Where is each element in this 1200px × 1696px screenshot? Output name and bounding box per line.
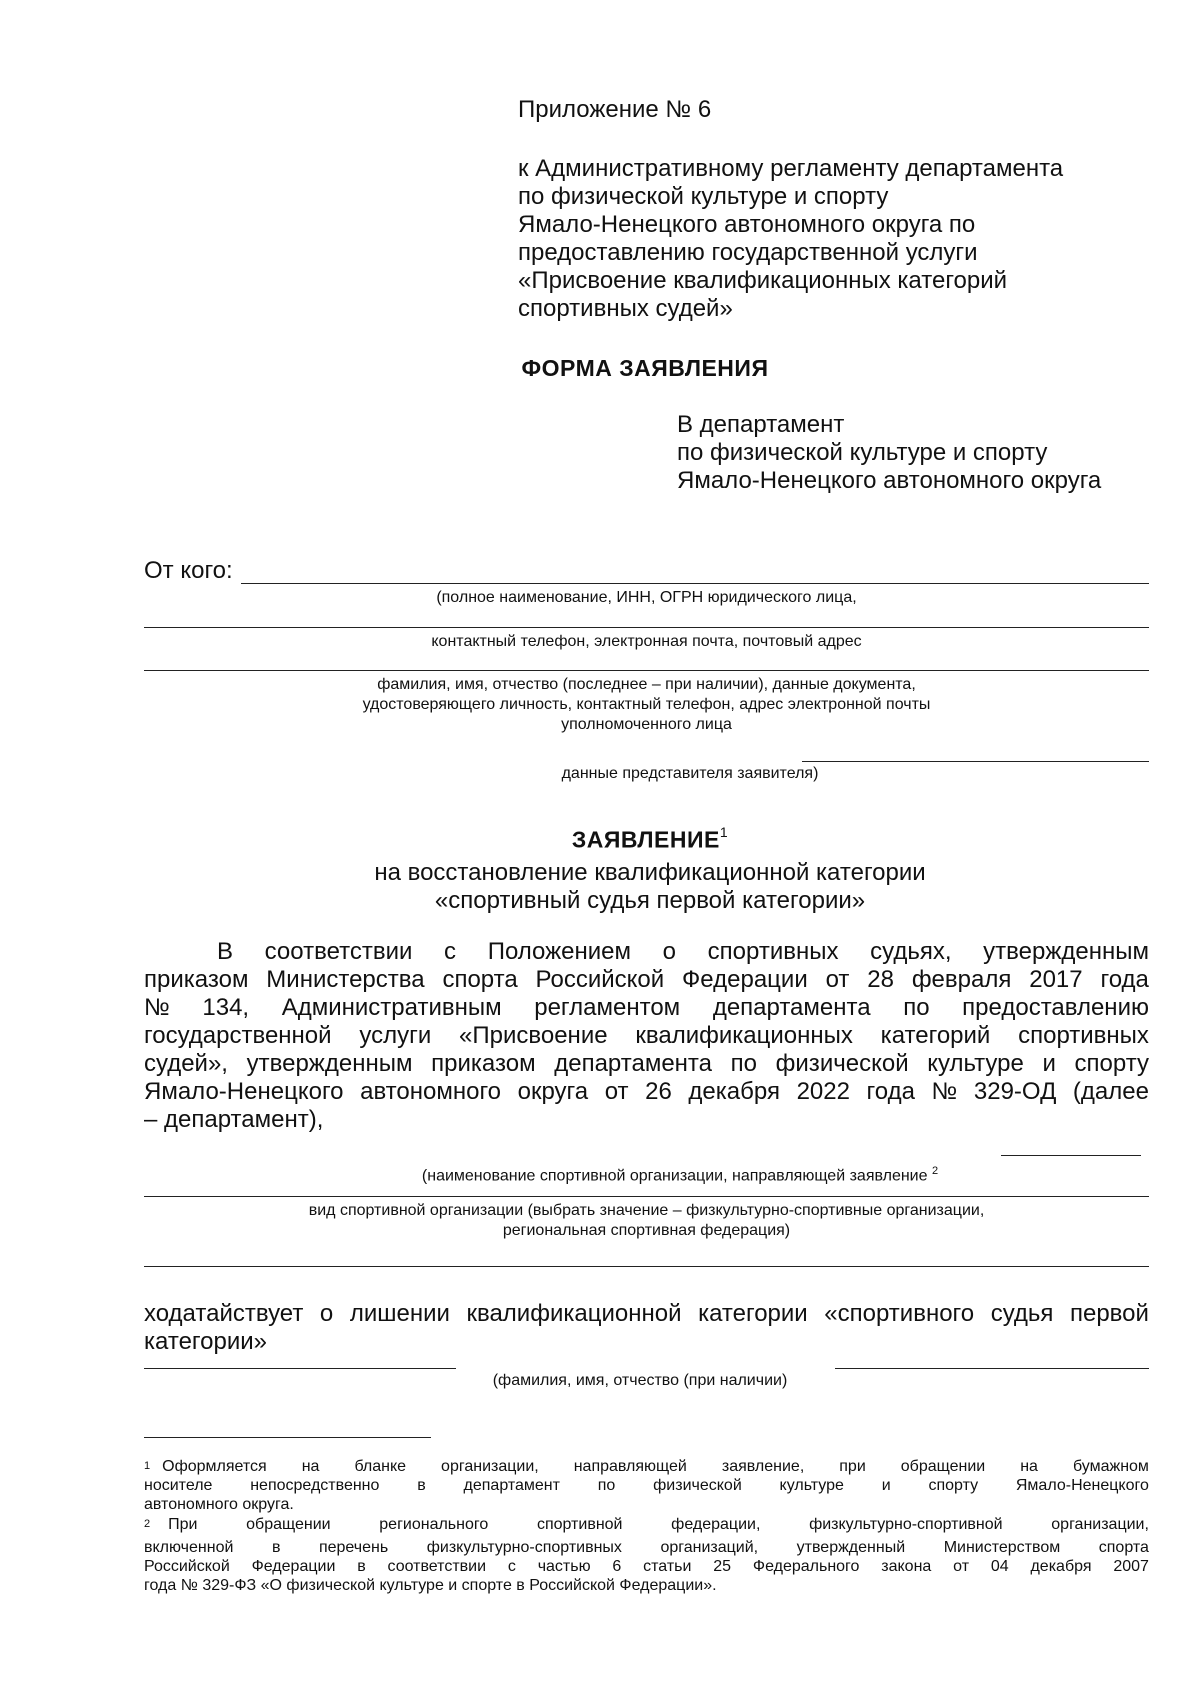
- word: по: [730, 1050, 757, 1077]
- fio-caption: (фамилия, имя, отчество (при наличии): [492, 1372, 788, 1389]
- word: департамент: [463, 1477, 560, 1494]
- footnote-line: [144, 1538, 1149, 1557]
- word: с: [507, 1558, 516, 1576]
- word: обращении: [246, 1516, 331, 1533]
- footnote-ref-1: 1: [719, 824, 729, 840]
- word: бумажном: [1072, 1458, 1149, 1475]
- word: первой: [1069, 1300, 1149, 1327]
- word: носителе: [144, 1477, 213, 1494]
- word: регламентом: [534, 994, 681, 1021]
- annex-line: Ямало-Ненецкого автономного округа по: [518, 211, 976, 238]
- word: физкультурно-спортивной: [809, 1516, 1003, 1533]
- caption-line: уполномоченного лица: [561, 716, 732, 733]
- word: 6: [612, 1558, 622, 1576]
- word: утвержденным: [983, 938, 1149, 965]
- footnote-line: [144, 1457, 1149, 1476]
- annex-line: к Административному регламенту департамента: [518, 155, 1064, 182]
- word: судьях,: [870, 938, 952, 965]
- word: непосредственно: [250, 1477, 380, 1494]
- word: от: [825, 966, 850, 993]
- word: организации,: [441, 1458, 539, 1475]
- word: спортивной: [536, 1516, 623, 1533]
- word: государственной: [144, 1022, 332, 1049]
- subtitle-line: «спортивный судья первой категории»: [434, 887, 866, 914]
- word: 25: [713, 1558, 732, 1576]
- word: утвержденный: [796, 1539, 906, 1557]
- footnote-marker: 2: [144, 1518, 151, 1530]
- word: на: [1020, 1458, 1038, 1475]
- word: культуре: [779, 1477, 844, 1494]
- word: 28: [867, 966, 894, 993]
- footnote-line: года № 329-ФЗ «О физической культуре и спорте в Российской Федерации».: [144, 1577, 717, 1595]
- word: округа: [517, 1078, 589, 1105]
- word: Федерации: [682, 966, 808, 993]
- caption-line: фамилия, имя, отчество (последнее – при наличии), данные документа,: [377, 676, 916, 693]
- word: утвержденным: [246, 1050, 413, 1077]
- body-line: [144, 1050, 1149, 1078]
- word: (далее: [1072, 1078, 1149, 1105]
- word: соответствии: [264, 938, 413, 965]
- word: направляющей: [573, 1458, 687, 1475]
- word: спорту: [928, 1477, 979, 1494]
- word: спорту: [1074, 1050, 1149, 1077]
- footnote-line: [144, 1557, 1149, 1576]
- organization-type-caption: [144, 1201, 1149, 1241]
- form-title: ФОРМА ЗАЯВЛЕНИЯ: [521, 355, 769, 381]
- word: февраля: [911, 966, 1012, 993]
- word: от: [604, 1078, 629, 1105]
- applicant-caption-3: [144, 675, 1149, 735]
- word: предоставлению: [962, 994, 1149, 1021]
- word: категорий: [880, 1022, 991, 1049]
- statement-body: [144, 938, 1149, 1134]
- footnote-ref-2: 2: [931, 1165, 939, 1177]
- word: квалификационной: [466, 1300, 682, 1327]
- body-line: [144, 1078, 1149, 1106]
- word: включенной: [144, 1539, 234, 1557]
- statement-title: [0, 826, 1200, 854]
- word: При: [168, 1516, 198, 1533]
- annex-line: по физической культуре и спорту: [518, 183, 889, 210]
- word: заявление,: [721, 1458, 805, 1475]
- word: спортивных: [1018, 1022, 1149, 1049]
- footnote-line: [144, 1476, 1149, 1495]
- body-line: [144, 994, 1149, 1022]
- word: Ямало-Ненецкого: [1015, 1477, 1149, 1494]
- petition-line: категории»: [144, 1328, 267, 1355]
- organization-name-field[interactable]: [1001, 1155, 1141, 1156]
- annex-line: «Присвоение квалификационных категорий: [518, 267, 1008, 294]
- word: «спортивного: [824, 1300, 975, 1327]
- body-line: [144, 966, 1149, 994]
- word: о: [319, 1300, 334, 1327]
- word: по: [903, 994, 930, 1021]
- word: по: [597, 1477, 616, 1494]
- word: федерации,: [671, 1516, 761, 1533]
- word: судей»,: [144, 1050, 228, 1077]
- word: лишении: [349, 1300, 450, 1327]
- word: физической: [653, 1477, 742, 1494]
- word: и: [881, 1477, 891, 1494]
- representative-data-field[interactable]: [802, 761, 1149, 762]
- annex-line: предоставлению государственной услуги: [518, 239, 978, 266]
- word: департамента: [712, 994, 871, 1021]
- petition-line: [144, 1300, 1149, 1328]
- word: ходатайствует: [144, 1300, 304, 1327]
- footnote-2: [144, 1515, 1149, 1595]
- word: 2007: [1113, 1558, 1149, 1576]
- applicant-caption-1: (полное наименование, ИНН, ОГРН юридического лица,: [436, 589, 857, 606]
- word: статьи: [643, 1558, 692, 1576]
- word: 329-ОД: [973, 1078, 1057, 1105]
- body-line: [144, 1022, 1149, 1050]
- word: Административным: [281, 994, 502, 1021]
- word: 2022: [796, 1078, 850, 1105]
- petition-text: [144, 1300, 1149, 1356]
- word: Федерального: [752, 1558, 860, 1576]
- word: о: [662, 938, 677, 965]
- judge-name-field-right[interactable]: [835, 1368, 1149, 1369]
- footnote-line: автономного округа.: [144, 1496, 294, 1513]
- applicant-name-field[interactable]: [241, 583, 1149, 584]
- organization-type-field[interactable]: [144, 1196, 1149, 1197]
- body-line: [144, 938, 1149, 966]
- word: Российской: [144, 1558, 230, 1576]
- organization-caption-text: (наименование спортивной организации, направляющей заявление: [421, 1167, 928, 1185]
- body-line: – департамент),: [144, 1106, 324, 1133]
- word: с: [444, 938, 457, 965]
- addressee-line: В департамент: [677, 411, 845, 438]
- footnote-line: [144, 1515, 1149, 1538]
- word: спортивных: [707, 938, 839, 965]
- word: бланке: [354, 1458, 407, 1475]
- word: закона: [881, 1558, 932, 1576]
- word: культуре: [927, 1050, 1024, 1077]
- statement-title-text: ЗАЯВЛЕНИЕ: [571, 826, 720, 853]
- word: №: [144, 994, 170, 1021]
- word: обращении: [900, 1458, 986, 1475]
- annex-reference: [518, 155, 1118, 323]
- word: декабря: [688, 1078, 780, 1105]
- word: организации,: [1051, 1516, 1149, 1533]
- caption-line: вид спортивной организации (выбрать значение – физкультурно-спортивные организации,: [308, 1202, 985, 1219]
- word: судья: [990, 1300, 1054, 1327]
- subtitle-line: на восстановление квалификационной категории: [374, 859, 926, 886]
- caption-line: удостоверяющего личность, контактный телефон, адрес электронной почты: [362, 696, 931, 713]
- word: года: [866, 1078, 915, 1105]
- word: в: [417, 1477, 426, 1494]
- word: года: [1100, 966, 1149, 993]
- word: частью: [537, 1558, 591, 1576]
- word: Российской: [535, 966, 665, 993]
- representative-field[interactable]: [144, 670, 1149, 671]
- word: при: [839, 1458, 866, 1475]
- word: спорта: [1098, 1539, 1149, 1557]
- addressee-line: Ямало-Ненецкого автономного округа: [677, 467, 1102, 494]
- caption-line: региональная спортивная федерация): [502, 1222, 791, 1239]
- word: декабря: [1030, 1558, 1092, 1576]
- word: регионального: [379, 1516, 489, 1533]
- word: категории: [698, 1300, 808, 1327]
- word: департамента: [554, 1050, 712, 1077]
- word: «Присвоение: [459, 1022, 608, 1049]
- annex-number: Приложение № 6: [518, 96, 712, 123]
- word: перечень: [318, 1539, 389, 1557]
- organization-extra-field[interactable]: [144, 1266, 1149, 1267]
- word: приказом: [431, 1050, 536, 1077]
- footnote-text: [162, 1457, 1149, 1476]
- word: Ямало-Ненецкого: [144, 1078, 344, 1105]
- word: и: [1042, 1050, 1056, 1077]
- applicant-caption-4: данные представителя заявителя): [561, 765, 819, 782]
- annex-line: спортивных судей»: [518, 295, 733, 322]
- organization-caption: [330, 1161, 1030, 1186]
- addressee-block: [677, 411, 1101, 495]
- judge-name-field-left[interactable]: [144, 1368, 456, 1369]
- word: физкультурно-спортивных: [426, 1539, 622, 1557]
- applicant-contact-field[interactable]: [144, 627, 1149, 628]
- word: организаций,: [660, 1539, 759, 1557]
- addressee-line: по физической культуре и спорту: [677, 439, 1048, 466]
- word: 26: [645, 1078, 672, 1105]
- word: от: [953, 1558, 970, 1576]
- word: Министерством: [943, 1539, 1061, 1557]
- footnote-marker: 1: [144, 1460, 151, 1472]
- word: Положением: [487, 938, 632, 965]
- applicant-caption-2: контактный телефон, электронная почта, почтовый адрес: [431, 633, 862, 650]
- word: квалификационных: [635, 1022, 853, 1049]
- footnote-text: [168, 1515, 1149, 1538]
- word: в: [271, 1539, 281, 1557]
- from-label: От кого:: [144, 557, 233, 584]
- word: В: [217, 938, 234, 965]
- word: на: [301, 1458, 320, 1475]
- word: автономного: [360, 1078, 502, 1105]
- word: в: [357, 1558, 366, 1576]
- footnote-1: [144, 1457, 1149, 1514]
- word: Министерства: [266, 966, 425, 993]
- word: 2017: [1029, 966, 1083, 993]
- word: спорта: [442, 966, 518, 993]
- word: соответствии: [387, 1558, 487, 1576]
- word: услуги: [359, 1022, 432, 1049]
- word: Оформляется: [162, 1458, 267, 1475]
- word: №: [931, 1078, 958, 1105]
- word: 04: [990, 1558, 1009, 1576]
- word: приказом: [144, 966, 249, 993]
- word: 134,: [202, 994, 250, 1021]
- footnote-separator: [144, 1437, 431, 1438]
- word: Федерации: [251, 1558, 336, 1576]
- statement-subtitle: [0, 859, 1200, 915]
- word: физической: [775, 1050, 909, 1077]
